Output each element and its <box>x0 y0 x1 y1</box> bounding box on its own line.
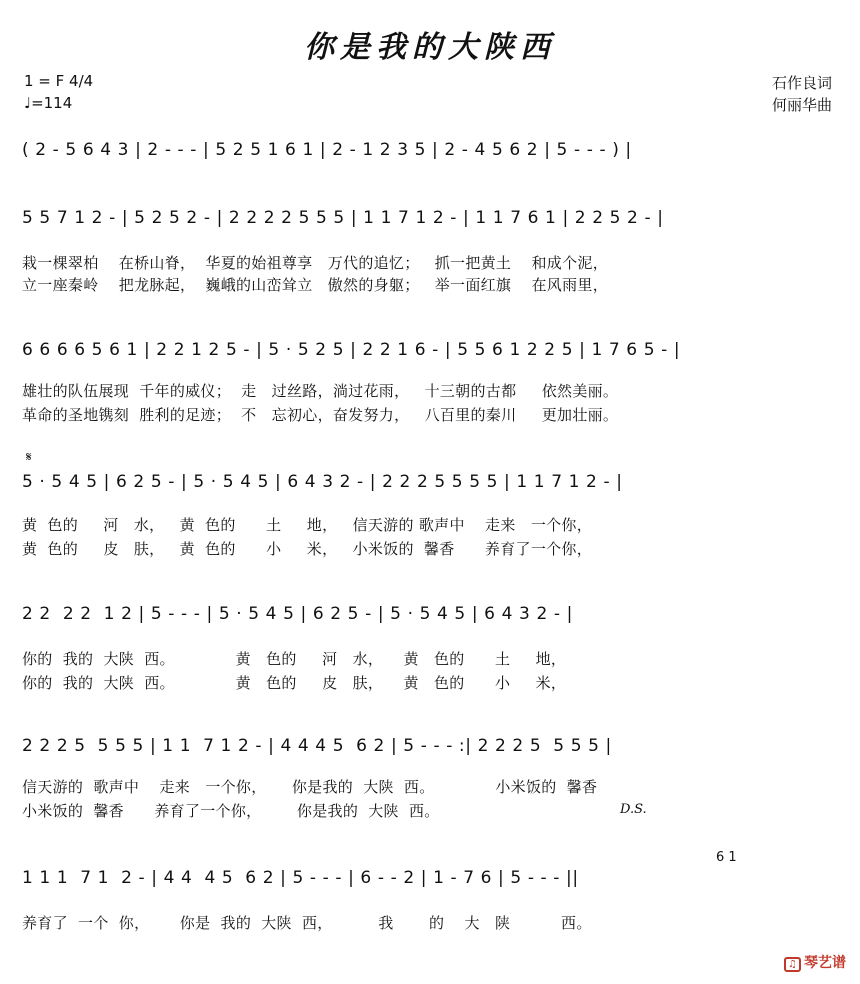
notation-row-intro: ( 2 - 5 6 4 3 | 2 - - - | 5 2 5 1 6 1 | 2 - 1 2 3 5 | 2 - 4 5 6 2 | 5 - - - ) | <box>22 140 632 160</box>
lyric-row-4-verse-2: 你的 我的 大陕 西。 黄 色的 皮 肤， 黄 色的 小 米， <box>22 674 567 692</box>
lyricist-credit: 石作良词 <box>771 74 832 92</box>
lyric-row-1-verse-1: 栽一棵翠柏 在桥山脊， 华夏的始祖尊享 万代的追忆； 抓一把黄土 和成个泥， <box>22 254 608 272</box>
grace-notes: 6 1 <box>716 850 737 865</box>
tempo-marking: ♩=114 <box>24 94 73 112</box>
notation-row-2: 6 6 6 6 5 6 1 | 2 2 1 2 5 - | 5 · 5 2 5 | 2 2 1 6 - | 5 5 6 1 2 2 5 | 1 7 6 5 - | <box>22 340 681 360</box>
key-signature: 1 = F 4/4 <box>24 72 94 90</box>
notation-row-5: 2 2 2 5 5 5 5 | 1 1 7 1 2 - | 4 4 4 5 6 2 | 5 - - - :| 2 2 2 5 5 5 5 | <box>22 736 612 756</box>
lyric-row-1-verse-2: 立一座秦岭 把龙脉起， 巍峨的山峦耸立 傲然的身躯； 举一面红旗 在风雨里， <box>22 276 608 294</box>
lyric-row-5-verse-2: 小米饭的 馨香 养育了一个你， 你是我的 大陕 西。 <box>22 802 440 820</box>
lyric-row-4-verse-1: 你的 我的 大陕 西。 黄 色的 河 水， 黄 色的 土 地， <box>22 650 567 668</box>
notation-row-6: 1 1 1 7 1 2 - | 4 4 4 5 6 2 | 5 - - - | 6 - - 2 | 1 - 7 6 | 5 - - - || <box>22 868 579 888</box>
lyric-row-2-verse-2: 革命的圣地镌刻 胜利的足迹； 不 忘初心，奋发努力， 八百里的秦川 更加壮丽。 <box>22 406 619 424</box>
lyric-row-3-verse-1: 黄 色的 河 水， 黄 色的 土 地， 信天游的 歌声中 走来 一个你， <box>22 516 593 534</box>
lyric-row-5-verse-1: 信天游的 歌声中 走来 一个你， 你是我的 大陕 西。 小米饭的 馨香 <box>22 778 598 796</box>
song-title: 你是我的大陕西 <box>304 30 556 65</box>
notation-row-3: 5 · 5 4 5 | 6 2 5 - | 5 · 5 4 5 | 6 4 3 2 - | 2 2 2 5 5 5 5 | 1 1 7 1 2 - | <box>22 472 623 492</box>
site-logo <box>784 952 846 972</box>
segno-mark: 𝄋 <box>26 450 32 465</box>
notation-row-4: 2 2 2 2 1 2 | 5 - - - | 5 · 5 4 5 | 6 2 5 - | 5 · 5 4 5 | 6 4 3 2 - | <box>22 604 573 624</box>
lyric-row-2-verse-1: 雄壮的队伍展现 千年的威仪； 走 过丝路，淌过花雨， 十三朝的古都 依然美丽。 <box>22 382 619 400</box>
logo-icon: ♫ <box>784 957 801 972</box>
notation-row-1: 5 5 7 1 2 - | 5 2 5 2 - | 2 2 2 2 5 5 5 | 1 1 7 1 2 - | 1 1 7 6 1 | 2 2 5 2 - | <box>22 208 664 228</box>
lyric-row-3-verse-2: 黄 色的 皮 肤， 黄 色的 小 米， 小米饭的 馨香 养育了一个你， <box>22 540 593 558</box>
composer-credit: 何丽华曲 <box>771 96 832 114</box>
logo-text: 琴艺谱 <box>804 955 846 971</box>
lyric-row-6-verse-1: 养育了 一个 你， 你是 我的 大陕 西， 我 的 大 陕 西。 <box>22 914 592 932</box>
ds-marking: D.S. <box>620 802 647 817</box>
